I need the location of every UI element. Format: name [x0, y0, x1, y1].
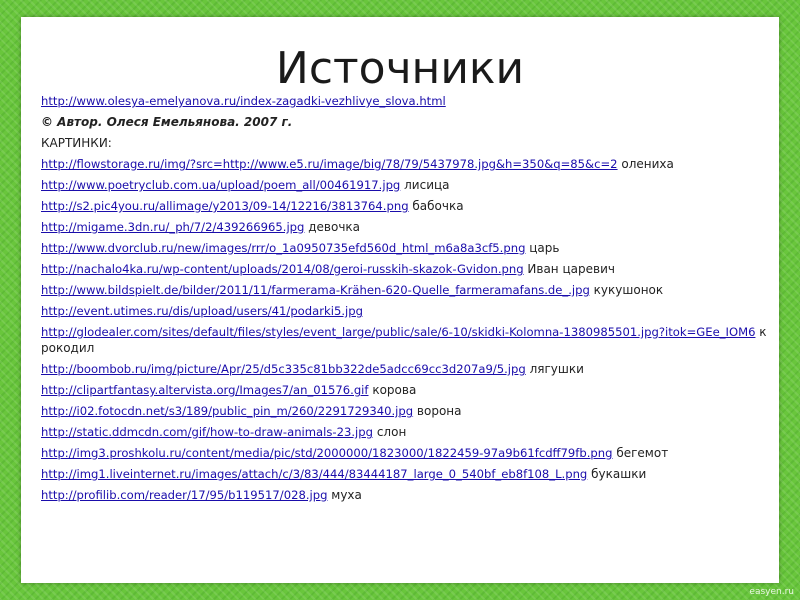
list-item	[41, 424, 767, 440]
image-link[interactable]: http://i02.fotocdn.net/s3/189/public_pin_m/260/2291729340.jpg	[41, 404, 414, 418]
list-item	[41, 282, 767, 298]
image-label: корова	[372, 383, 417, 397]
image-label: царь	[529, 241, 560, 255]
image-label: крокодил	[41, 325, 767, 355]
image-link[interactable]: http://static.ddmcdn.com/gif/how-to-draw-animals-23.jpg	[41, 425, 373, 439]
image-link[interactable]: http://migame.3dn.ru/_ph/7/2/439266965.jpg	[41, 220, 305, 234]
list-item	[41, 303, 767, 319]
image-label: бегемот	[616, 446, 669, 460]
list-item	[41, 156, 767, 172]
source-link[interactable]: http://www.olesya-emelyanova.ru/index-zagadki-vezhlivye_slova.html	[41, 94, 446, 108]
pictures-heading: КАРТИНКИ:	[41, 136, 112, 150]
list-item	[41, 487, 767, 503]
list-item	[41, 382, 767, 398]
image-link[interactable]: http://www.poetryclub.com.ua/upload/poem_all/00461917.jpg	[41, 178, 401, 192]
list-item	[41, 445, 767, 461]
image-link[interactable]: http://flowstorage.ru/img/?src=http://www.e5.ru/image/big/78/79/5437978.jpg&h=350&q=85&c=2	[41, 157, 618, 171]
image-link[interactable]: http://glodealer.com/sites/default/files/styles/event_large/public/sale/6-10/skidki-Kolomna-1380985501.jpg?itok=GEe_IOM6	[41, 325, 756, 339]
image-label: лягушки	[529, 362, 584, 376]
image-label: девочка	[308, 220, 361, 234]
image-label: кукушонок	[593, 283, 664, 297]
image-label: Иван царевич	[527, 262, 615, 276]
image-link[interactable]: http://img3.proshkolu.ru/content/media/pic/std/2000000/1823000/1822459-97a9b61fcdff79fb.png	[41, 446, 613, 460]
image-label: ворона	[416, 404, 462, 418]
list-item	[41, 324, 767, 356]
image-link[interactable]: http://www.bildspielt.de/bilder/2011/11/farmerama-Krähen-620-Quelle_farmeramafans.de_.jpg	[41, 283, 590, 297]
list-item	[41, 261, 767, 277]
image-label: лисица	[404, 178, 450, 192]
image-link[interactable]: http://s2.pic4you.ru/allimage/y2013/09-14/12216/3813764.png	[41, 199, 409, 213]
list-item	[41, 219, 767, 235]
image-label: муха	[331, 488, 362, 502]
list-item	[41, 466, 767, 482]
list-item	[41, 177, 767, 193]
image-link[interactable]: http://clipartfantasy.altervista.org/Images7/an_01576.gif	[41, 383, 369, 397]
list-item	[41, 240, 767, 256]
image-link[interactable]: http://boombob.ru/img/picture/Apr/25/d5c335c81bb322de5adcc69cc3d207a9/5.jpg	[41, 362, 526, 376]
image-label: букашки	[591, 467, 647, 481]
author-line: © Автор. Олеся Емельянова. 2007 г.	[41, 115, 293, 129]
image-link[interactable]: http://profilib.com/reader/17/95/b119517/028.jpg	[41, 488, 328, 502]
list-item	[41, 198, 767, 214]
list-item	[41, 403, 767, 419]
image-link[interactable]: http://nachalo4ka.ru/wp-content/uploads/2014/08/geroi-russkih-skazok-Gvidon.png	[41, 262, 524, 276]
watermark: easyen.ru	[749, 587, 794, 597]
slide-title: Источники	[275, 43, 525, 94]
image-label: бабочка	[412, 199, 464, 213]
image-link[interactable]: http://event.utimes.ru/dis/upload/users/41/podarki5.jpg	[41, 304, 363, 318]
slide	[21, 17, 779, 583]
list-item	[41, 361, 767, 377]
sources-list	[41, 93, 767, 508]
image-link[interactable]: http://img1.liveinternet.ru/images/attach/c/3/83/444/83444187_large_0_540bf_eb8f108_L.png	[41, 467, 588, 481]
image-link[interactable]: http://www.dvorclub.ru/new/images/rrr/o_1a0950735efd560d_html_m6a8a3cf5.png	[41, 241, 526, 255]
image-label: слон	[376, 425, 407, 439]
image-label: олениха	[621, 157, 674, 171]
